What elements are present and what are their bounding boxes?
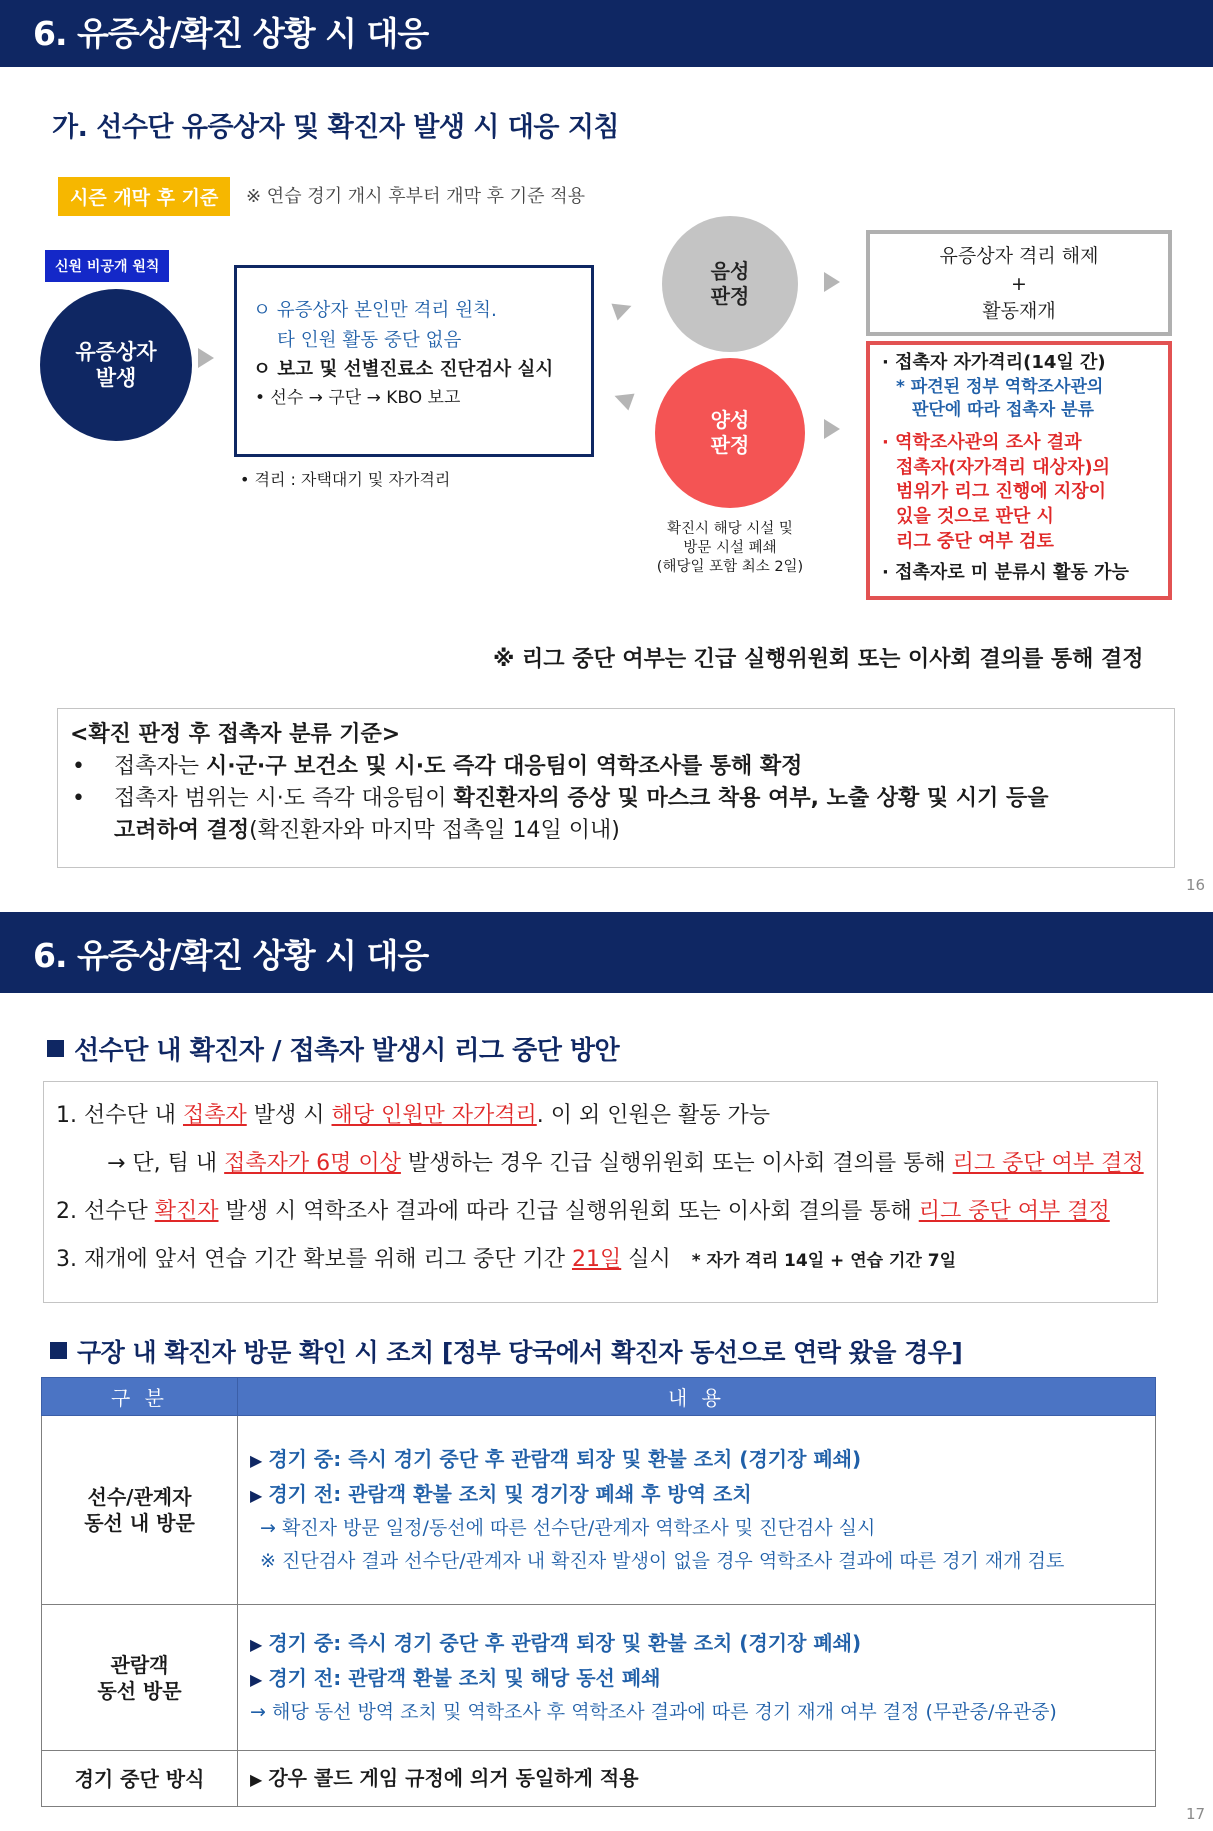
plan-l1-b: 접촉자 <box>182 1103 247 1128</box>
arrow-down-left-icon <box>611 387 634 410</box>
plan-l1-d: 해당 인원만 자가격리 <box>331 1103 537 1128</box>
section1-title <box>47 1030 619 1067</box>
plan-l4-note: * 자가 격리 14일 + 연습 기간 7일 <box>691 1251 956 1271</box>
criteria-b1-bold: 시·군·구 보건소 및 시·도 즉각 대응팀이 역학조사를 통해 확정 <box>206 753 803 779</box>
positive-result-line6: 범위가 리그 진행에 지장이 <box>896 481 1107 503</box>
plan-line3 <box>56 1194 1157 1242</box>
plan-l3-c: 발생 시 역학조사 결과에 따라 긴급 실행위원회 또는 이사회 결의를 통해 <box>218 1199 919 1224</box>
main-box-line4: • 선수 → 구단 → KBO 보고 <box>255 387 461 408</box>
positive-result-line8: 리그 중단 여부 검토 <box>896 531 1054 553</box>
triangle-icon: ▶ <box>250 1770 263 1789</box>
criteria-bullet1 <box>70 751 1162 783</box>
arrow-right-icon <box>824 272 840 292</box>
plan-l2-b: 접촉자가 6명 이상 <box>224 1151 401 1176</box>
positive-result-line5: 접촉자(자가격리 대상자)의 <box>896 456 1110 478</box>
positive-result-line3: 판단에 따라 접촉자 분류 <box>912 400 1094 421</box>
section2-title <box>50 1333 962 1369</box>
row1-cat-line2: 동선 내 방문 <box>84 1511 195 1535</box>
row1-cat-line1: 선수/관계자 <box>87 1485 192 1509</box>
positive-result-line7: 있을 것으로 판단 시 <box>896 506 1054 528</box>
row1-category <box>42 1416 238 1605</box>
main-guideline-box <box>234 265 594 457</box>
positive-circle-line1: 양성 <box>710 408 750 432</box>
plan-l1-e: . 이 외 인원은 활동 가능 <box>536 1103 770 1128</box>
row2-category <box>42 1605 238 1751</box>
row2-cat-line1: 관람객 <box>110 1652 169 1677</box>
row1-item-b <box>250 1477 1155 1512</box>
positive-result-line4: · 역학조사관의 조사 결과 <box>882 431 1082 453</box>
positive-circle <box>655 358 805 508</box>
negative-result-plus: + <box>1011 272 1027 295</box>
square-bullet-icon <box>47 1040 64 1057</box>
row1-b-text: 경기 전: 관람객 환불 조치 및 경기장 폐쇄 후 방역 조치 <box>268 1481 752 1506</box>
isolation-note: • 격리 : 자택대기 및 자가격리 <box>240 470 451 489</box>
slide1-header-bar <box>0 0 1213 67</box>
header-content: 내 용 <box>238 1378 1156 1416</box>
positive-note-line1: 확진시 해당 시설 및 <box>667 521 793 537</box>
symptom-circle-line2: 발생 <box>95 366 137 390</box>
negative-result-line1: 유증상자 격리 해제 <box>939 245 1099 267</box>
slide2-header-title: 6. 유증상/확진 상황 시 대응 <box>33 936 429 975</box>
negative-circle-line1: 음성 <box>710 259 750 283</box>
positive-result-line2: * 파견된 정부 역학조사관의 <box>896 376 1104 397</box>
positive-note-line2: 방문 시설 폐쇄 <box>683 539 777 556</box>
symptom-circle-line1: 유증상자 <box>75 339 157 364</box>
slide1-header-title: 6. 유증상/확진 상황 시 대응 <box>33 14 429 53</box>
row2-item-a <box>250 1626 1155 1661</box>
row2-item-c: → 해당 동선 방역 조치 및 역학조사 후 역학조사 결과에 따른 경기 재개 여부 결정 (무관중/유관중) <box>250 1700 1057 1723</box>
positive-result-box <box>866 341 1172 600</box>
plan-line4 <box>56 1242 1157 1290</box>
plan-l4-c: 실시 <box>621 1247 671 1272</box>
table-row <box>42 1605 1156 1751</box>
positive-closure-note <box>640 520 820 577</box>
arrow-up-right-icon <box>611 297 634 320</box>
plan-l2-d: 리그 중단 여부 결정 <box>952 1151 1144 1176</box>
positive-circle-line2: 판정 <box>710 433 750 457</box>
plan-l3-d: 리그 중단 여부 결정 <box>918 1199 1110 1224</box>
bullet-icon: • <box>72 753 85 779</box>
criteria-b2-pre: 접촉자 범위는 시·도 즉각 대응팀이 <box>114 785 454 811</box>
slide1-subtitle: 가. 선수단 유증상자 및 확진자 발생 시 대응 지침 <box>52 112 620 143</box>
plan-l4-b: 21일 <box>571 1247 622 1272</box>
criteria-title: <확진 판정 후 접촉자 분류 기준> <box>70 722 401 747</box>
criteria-bullet2-cont <box>70 815 1162 847</box>
square-bullet-icon <box>50 1342 67 1359</box>
plan-l2-c: 발생하는 경우 긴급 실행위원회 또는 이사회 결의를 통해 <box>400 1151 953 1176</box>
row2-cat-line2: 동선 방문 <box>97 1678 182 1703</box>
row2-a-text: 경기 중: 즉시 경기 중단 후 관람객 퇴장 및 환불 조치 (경기장 폐쇄) <box>268 1630 862 1655</box>
criteria-bullet2 <box>70 783 1162 815</box>
main-box-line3: ㅇ 보고 및 선별진료소 진단검사 실시 <box>253 359 554 381</box>
league-remark: ※ 리그 중단 여부는 긴급 실행위원회 또는 이사회 결의를 통해 결정 <box>493 647 1144 672</box>
row2-item-b <box>250 1661 1155 1696</box>
measures-table <box>41 1377 1156 1807</box>
row1-item-c: → 확진자 방문 일정/동선에 따른 선수단/관계자 역학조사 및 진단검사 실시 <box>260 1516 876 1539</box>
negative-result-line3: 활동재개 <box>982 300 1056 323</box>
bullet-icon: • <box>72 785 85 811</box>
row3-category: 경기 중단 방식 <box>42 1751 238 1807</box>
negative-result-box <box>866 230 1172 336</box>
season-badge: 시즌 개막 후 기준 <box>58 177 230 216</box>
row3-item <box>250 1761 1155 1796</box>
row2-content <box>238 1605 1156 1751</box>
plan-line2 <box>56 1146 1157 1194</box>
season-note: ※ 연습 경기 개시 후부터 개막 후 기준 적용 <box>246 186 586 207</box>
triangle-icon: ▶ <box>250 1485 263 1505</box>
row1-a-text: 경기 중: 즉시 경기 중단 후 관람객 퇴장 및 환불 조치 (경기장 폐쇄) <box>268 1446 862 1471</box>
table-header-row <box>42 1378 1156 1416</box>
plan-l1-a: 1. 선수단 내 <box>56 1103 183 1128</box>
row3-content <box>238 1751 1156 1807</box>
plan-l2-a: → 단, 팀 내 <box>107 1151 225 1176</box>
plan-l3-b: 확진자 <box>154 1199 219 1224</box>
header-category: 구 분 <box>42 1378 238 1416</box>
row1-item-d: ※ 진단검사 결과 선수단/관계자 내 확진자 발생이 없을 경우 역학조사 결과에 따른 경기 재개 검토 <box>260 1550 1065 1572</box>
plan-l4-a: 3. 재개에 앞서 연습 기간 확보를 위해 리그 중단 기간 <box>56 1247 572 1272</box>
page-number-16: 16 <box>1186 876 1206 894</box>
main-box-line1: ㅇ 유증상자 본인만 격리 원칙. <box>253 300 497 321</box>
triangle-icon: ▶ <box>250 1634 263 1654</box>
plan-l1-c: 발생 시 <box>246 1103 332 1128</box>
triangle-icon: ▶ <box>250 1450 263 1470</box>
main-box-line2: 타 인원 활동 중단 없음 <box>277 329 462 351</box>
criteria-b2-post: (확진환자와 마지막 접촉일 14일 이내) <box>249 817 620 843</box>
criteria-b1-pre: 접촉자는 <box>114 753 207 779</box>
row3-text: 강우 콜드 게임 규정에 의거 동일하게 적용 <box>268 1766 639 1790</box>
table-row <box>42 1416 1156 1605</box>
positive-result-line1: · 접촉자 자가격리(14일 간) <box>882 352 1106 373</box>
triangle-icon: ▶ <box>250 1669 263 1689</box>
negative-circle-line2: 판정 <box>710 284 750 308</box>
row2-b-text: 경기 전: 관람객 환불 조치 및 해당 동선 폐쇄 <box>268 1665 661 1690</box>
slide2-header-bar <box>0 912 1213 993</box>
negative-circle <box>662 216 798 352</box>
row1-content <box>238 1416 1156 1605</box>
section1-title-text: 선수단 내 확진자 / 접촉자 발생시 리그 중단 방안 <box>74 1036 620 1066</box>
symptom-circle <box>40 289 192 441</box>
table-row <box>42 1751 1156 1807</box>
page-number-17: 17 <box>1186 1805 1206 1823</box>
positive-note-line3: (해당일 포함 최소 2일) <box>656 558 804 575</box>
plan-l3-a: 2. 선수단 <box>56 1199 155 1224</box>
suspension-plan-box <box>43 1081 1158 1303</box>
positive-result-line9: · 접촉자로 미 분류시 활동 가능 <box>882 561 1129 583</box>
section2-title-text: 구장 내 확진자 방문 확인 시 조치 [정부 당국에서 확진자 동선으로 연락 왔을 경우] <box>77 1338 963 1367</box>
criteria-b2-bold: 확진환자의 증상 및 마스크 착용 여부, 노출 상황 및 시기 등을 <box>453 785 1049 811</box>
arrow-right-icon <box>824 419 840 439</box>
arrow-right-icon <box>198 348 214 368</box>
criteria-b2-bold2: 고려하여 결정 <box>114 817 250 843</box>
row1-item-a <box>250 1442 1155 1477</box>
plan-line1 <box>56 1098 1157 1146</box>
criteria-box <box>57 708 1175 868</box>
public-badge: 신원 비공개 원칙 <box>45 250 169 282</box>
